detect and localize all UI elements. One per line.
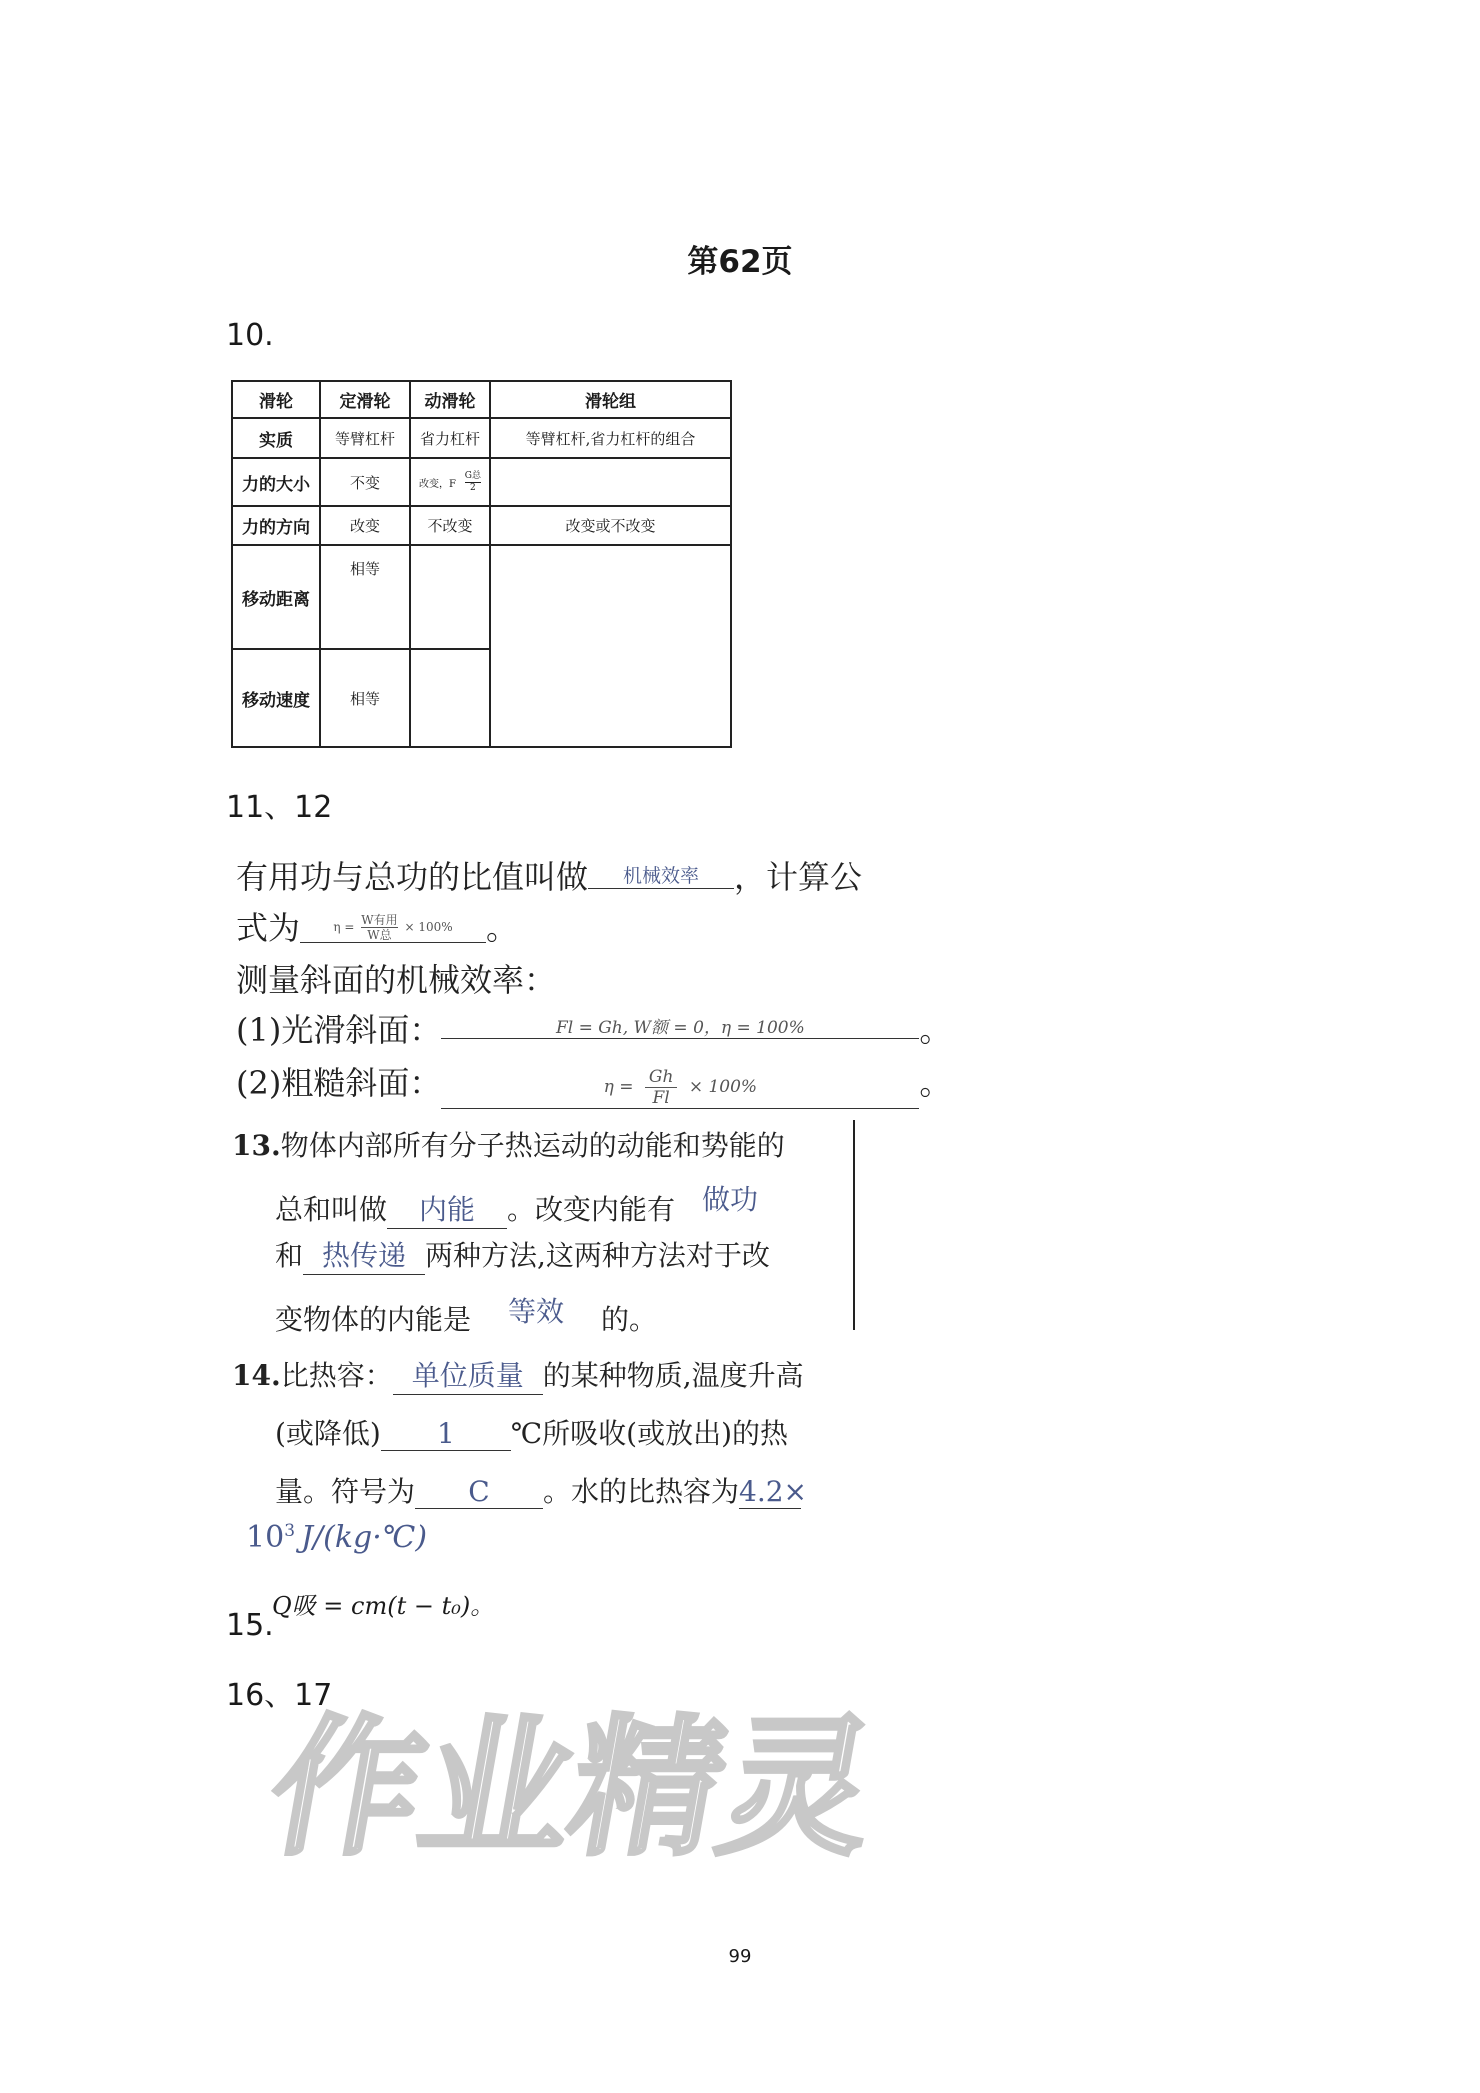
table-cell: 省力杠杆 <box>410 418 490 458</box>
question-16-17-label: 16、17 <box>226 1678 333 1713</box>
table-header: 滑轮 <box>232 381 320 418</box>
answer-blank <box>739 1475 808 1509</box>
question-10-label: 10. <box>226 318 274 353</box>
answer-text: 热传递 <box>322 1239 407 1272</box>
table-cell: 改变 <box>320 506 410 545</box>
table-row-label: 移动速度 <box>232 649 320 747</box>
q11-line1-text-end: ，计算公 <box>734 858 863 896</box>
table-cell <box>410 545 490 649</box>
answer-blank <box>303 1234 425 1275</box>
answer-exponent: 3 <box>284 1521 296 1541</box>
q11-line3: 测量斜面的机械效率： <box>236 961 557 999</box>
table-cell <box>490 458 731 506</box>
q11-line4-end: 。 <box>919 1011 952 1049</box>
q13-line3-text: 和 <box>275 1239 304 1272</box>
q14-line1 <box>232 1354 804 1395</box>
q14-line2-text-end: ℃所吸收(或放出)的热 <box>510 1417 789 1450</box>
formula-blank <box>441 1013 919 1039</box>
divider-line <box>853 1120 855 1330</box>
q14-line3 <box>275 1470 808 1510</box>
q13-line4-text-end: 的。 <box>601 1303 658 1336</box>
q14-number: 14. <box>232 1359 281 1392</box>
answer-text: 1 <box>436 1417 455 1450</box>
question-15-label: 15. <box>226 1608 274 1643</box>
q11-line1 <box>236 852 862 898</box>
answer-text: 机械效率 <box>623 865 700 887</box>
q11-line5 <box>236 1058 951 1109</box>
table-row-label: 实质 <box>232 418 320 458</box>
answer-blank <box>471 1290 601 1330</box>
table-cell <box>410 458 490 506</box>
q14-line3-text-end: 。水的比热容为 <box>543 1475 740 1508</box>
table-row-label: 移动距离 <box>232 545 320 649</box>
formula-blank <box>441 1067 919 1109</box>
q11-line4-text: (1)光滑斜面： <box>236 1011 442 1049</box>
answer-text: C <box>468 1475 490 1508</box>
formula-tail: × 100% <box>404 920 453 934</box>
fraction-denominator: 2 <box>470 482 476 493</box>
q13-number: 13. <box>232 1129 281 1162</box>
formula-denominator: Fl <box>652 1088 670 1108</box>
table-header: 滑轮组 <box>490 381 731 418</box>
q13-line4-text: 变物体的内能是 <box>275 1303 472 1336</box>
q11-line2 <box>236 903 518 949</box>
table-cell <box>410 649 490 747</box>
table-header: 动滑轮 <box>410 381 490 418</box>
answer-unit: J/(kg·℃) <box>301 1520 428 1555</box>
table-row-label: 力的大小 <box>232 458 320 506</box>
formula-eta: η = <box>333 920 355 934</box>
q11-line4 <box>236 1005 951 1051</box>
answer-base: 10 <box>246 1520 285 1555</box>
q11-line5-text: (2)粗糙斜面： <box>236 1064 442 1102</box>
pulley-table <box>231 380 732 746</box>
page-number: 99 <box>728 1946 752 1967</box>
formula-fraction <box>361 913 397 942</box>
answer-blank <box>393 1354 543 1395</box>
fraction-numerator: G总 <box>464 470 481 481</box>
q11-line2-end: 。 <box>486 909 519 947</box>
answer-blank <box>588 861 734 889</box>
formula-numerator: W有用 <box>361 913 398 927</box>
q11-line5-end: 。 <box>919 1064 952 1102</box>
q14-line2 <box>275 1412 788 1452</box>
formula-tail: × 100% <box>688 1077 758 1097</box>
table-cell: 相等 <box>320 545 410 649</box>
formula-eta: η = <box>603 1077 634 1097</box>
watermark-logo <box>257 1690 889 1880</box>
q14-line1-text: 比热容： <box>280 1359 393 1392</box>
q13-line2-text: 总和叫做 <box>275 1193 388 1226</box>
formula-denominator: W总 <box>367 928 392 942</box>
formula-numerator: Gh <box>645 1067 678 1088</box>
table-cell: 等臂杠杆,省力杠杆的组合 <box>490 418 731 458</box>
answer-text: 4.2× <box>739 1475 808 1508</box>
table-cell: 等臂杠杆 <box>320 418 410 458</box>
answer-blank <box>387 1188 507 1229</box>
q14-line3-text: 量。符号为 <box>275 1475 416 1508</box>
question-11-12-label: 11、12 <box>226 790 333 825</box>
table-cell: 不改变 <box>410 506 490 545</box>
table-cell: 相等 <box>320 649 410 747</box>
movable-force-prefix: 改变，F <box>419 478 456 490</box>
q13-line3 <box>275 1234 770 1275</box>
table-cell: 不变 <box>320 458 410 506</box>
q13-line4 <box>275 1290 657 1338</box>
answer-text: 做功 <box>702 1183 759 1216</box>
formula-text: Fl = Gh, W额 = 0，η = 100% <box>555 1018 805 1038</box>
table-cell: 改变或不改变 <box>490 506 731 545</box>
answer-text: 单位质量 <box>411 1359 524 1392</box>
svg-text:作业精灵: 作业精灵 <box>257 1701 889 1876</box>
answer-blank <box>381 1417 511 1451</box>
formula-blank <box>300 913 486 943</box>
table-row-label: 力的方向 <box>232 506 320 545</box>
movable-force-fraction <box>465 471 481 494</box>
table-cell <box>490 545 731 747</box>
answer-text: 等效 <box>508 1295 565 1328</box>
answer-text: 内能 <box>419 1193 476 1226</box>
answer-blank <box>675 1178 785 1218</box>
table-header: 定滑轮 <box>320 381 410 418</box>
q11-line2-text: 式为 <box>236 909 301 947</box>
q13-line1 <box>232 1124 785 1164</box>
q13-line3-text-end: 两种方法,这两种方法对于改 <box>425 1239 770 1272</box>
page-title: 第62页 <box>687 244 793 280</box>
formula-fraction <box>645 1067 678 1108</box>
q14-line4 <box>246 1520 427 1555</box>
q15-formula: Q吸 = cm(t − t₀)。 <box>272 1592 495 1620</box>
q11-line1-text: 有用功与总功的比值叫做 <box>236 858 589 896</box>
q13-line1-text: 物体内部所有分子热运动的动能和势能的 <box>280 1129 785 1162</box>
q13-line2 <box>275 1178 785 1229</box>
q14-line2-text: (或降低) <box>275 1417 381 1450</box>
q14-line1-text-end: 的某种物质,温度升高 <box>542 1359 804 1392</box>
answer-blank <box>415 1475 543 1509</box>
q13-line2-text-mid: 。改变内能有 <box>507 1193 676 1226</box>
